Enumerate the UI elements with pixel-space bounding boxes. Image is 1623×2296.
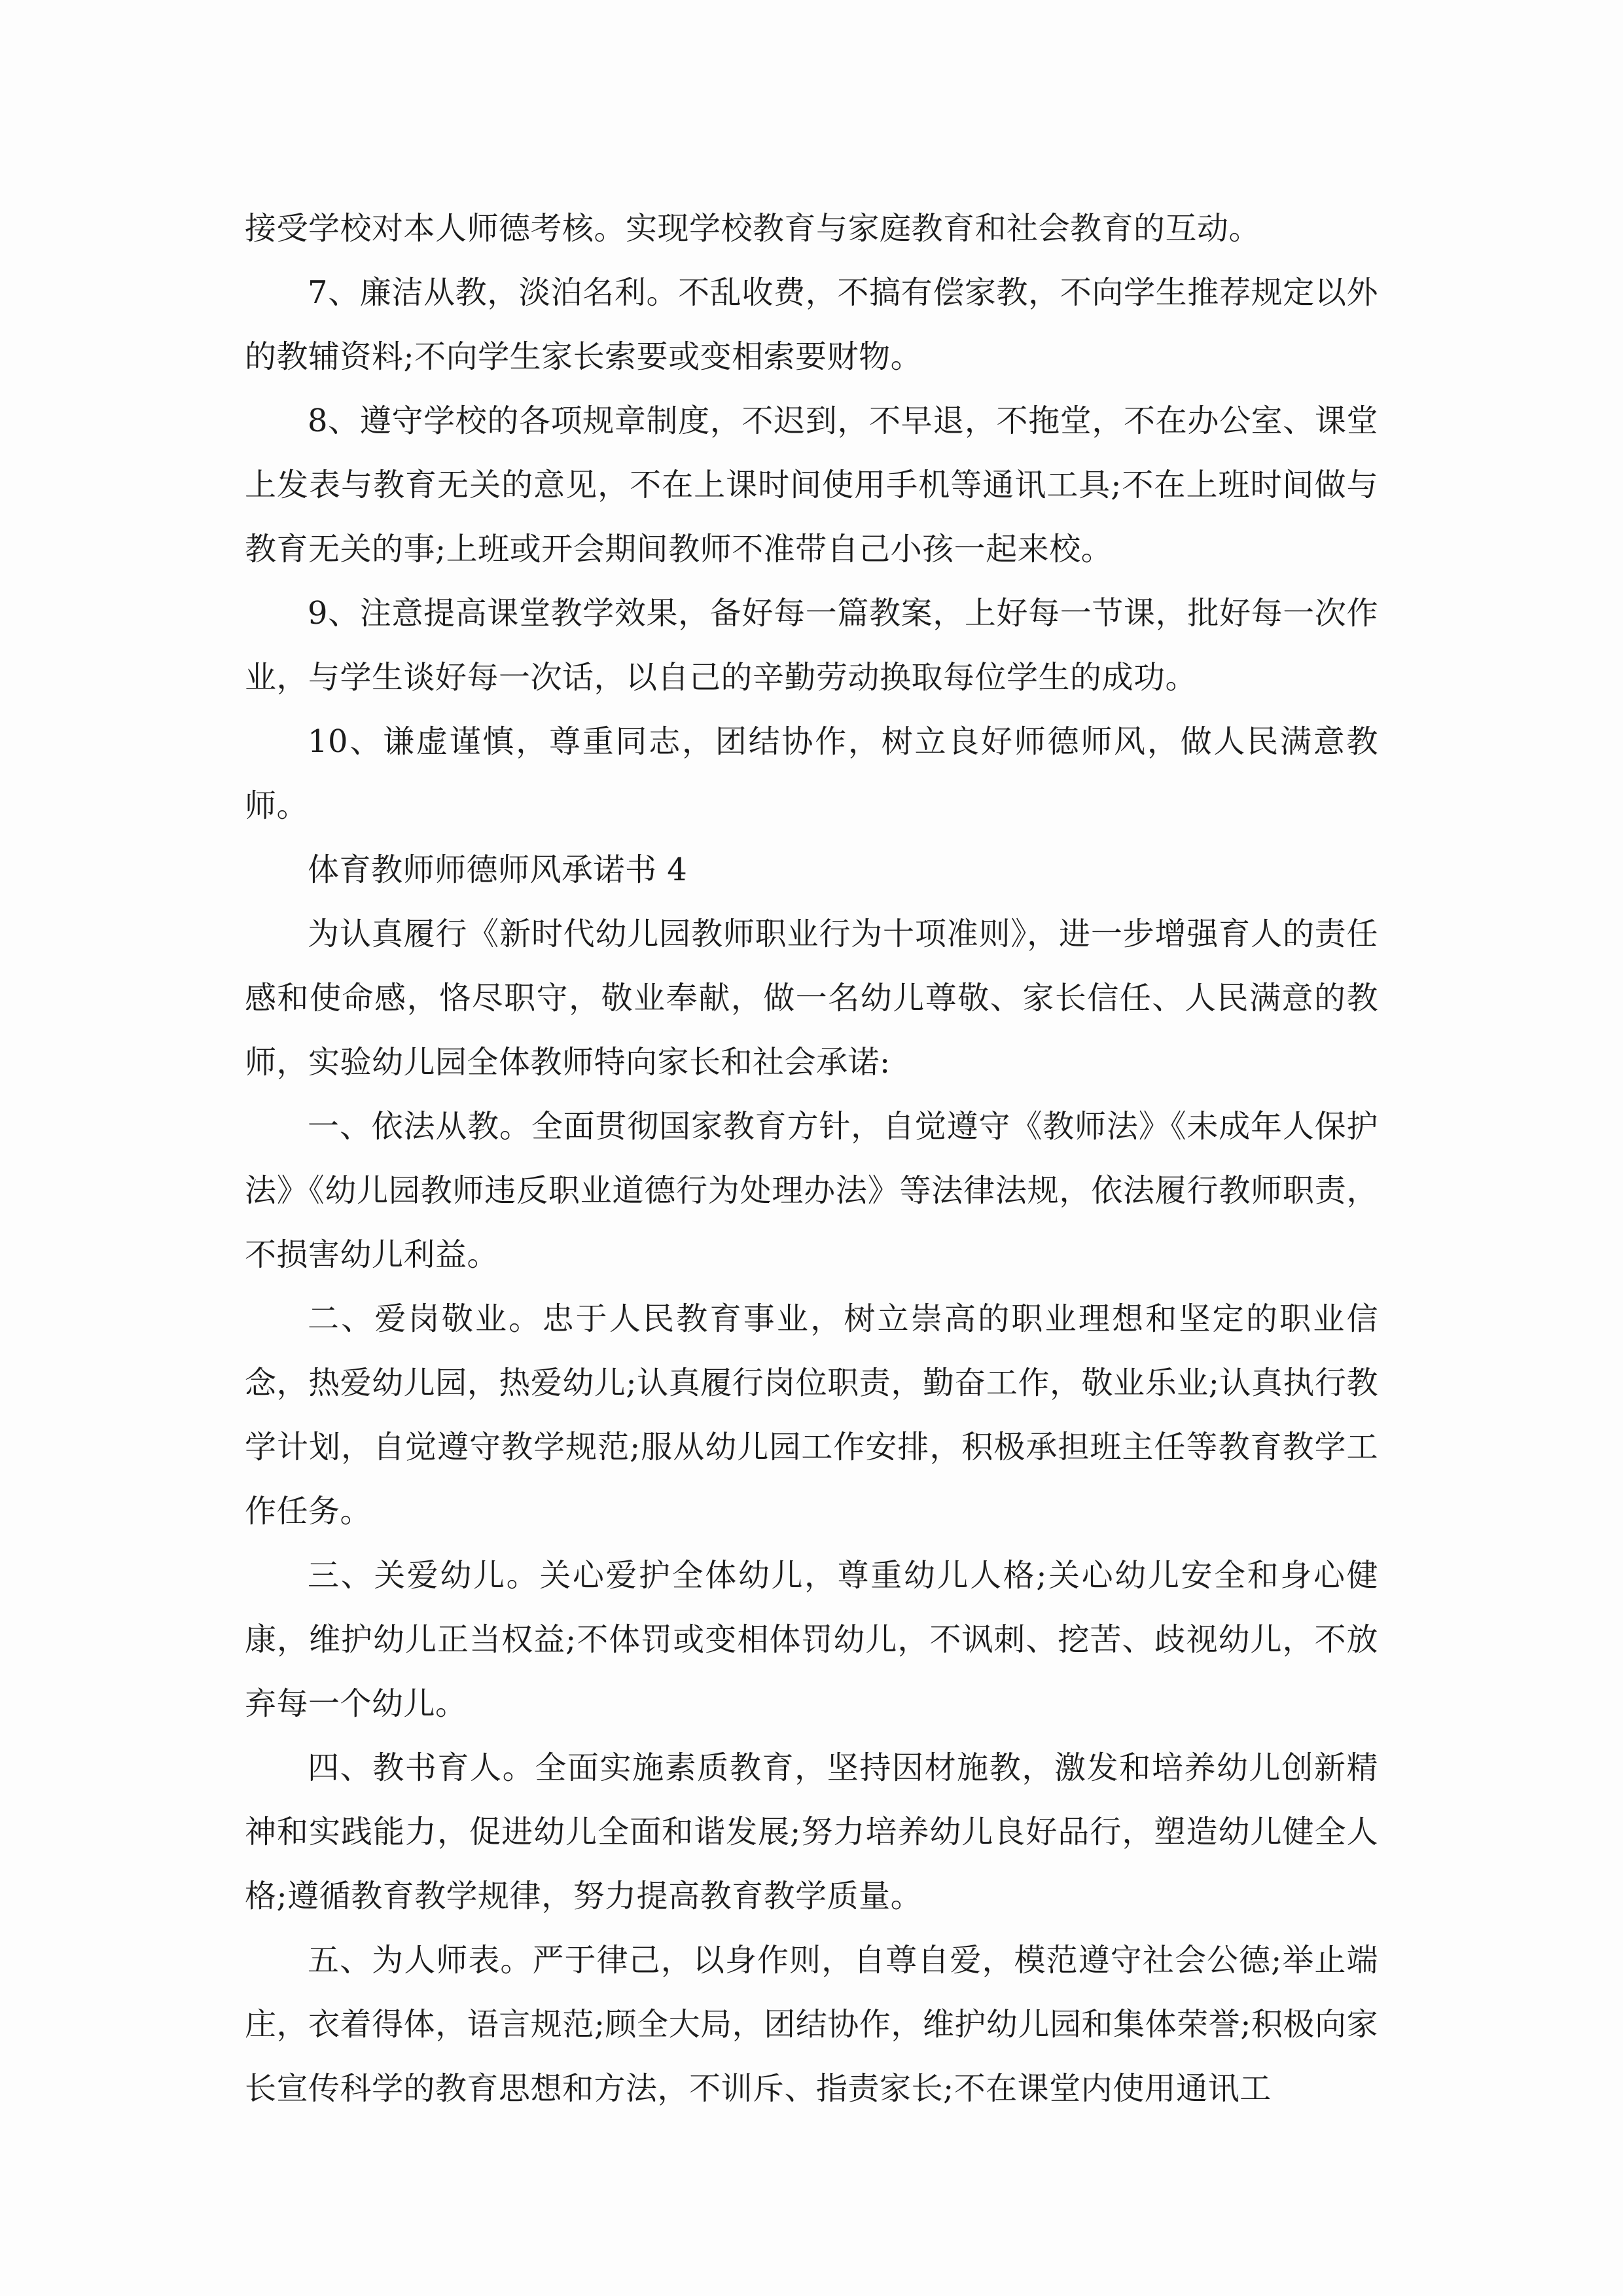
paragraph: 为认真履行《新时代幼儿园教师职业行为十项准则》，进一步增强育人的责任感和使命感，恪尽职守，敬业奉献，做一名幼儿尊敬、家长信任、人民满意的教师，实验幼儿园全体教师特向家长和社会承诺: [245, 916, 1378, 1081]
paragraph: 8、遵守学校的各项规章制度，不迟到，不早退，不拖堂，不在办公室、课堂上发表与教育无关的意见，不在上课时间使用手机等通讯工具;不在上班时间做与教育无关的事;上班或开会期间教师不准带自己小孩一起来校。 [245, 403, 1378, 567]
paragraph: 二、爱岗敬业。忠于人民教育事业，树立崇高的职业理想和坚定的职业信念，热爱幼儿园，热爱幼儿;认真履行岗位职责，勤奋工作，敬业乐业;认真执行教学计划，自觉遵守教学规范;服从幼儿园工作安排，积极承担班主任等教育教学工作任务。 [245, 1300, 1378, 1530]
paragraph: 五、为人师表。严于律己，以身作则，自尊自爱，模范遵守社会公德;举止端庄，衣着得体，语言规范;顾全大局，团结协作，维护幼儿园和集体荣誉;积极向家长宣传科学的教育思想和方法，不训斥、指责家长;不在课堂内使用通讯工 [245, 1942, 1378, 2107]
paragraph: 10、谦虚谨慎，尊重同志，团结协作，树立良好师德师风，做人民满意教师。 [245, 723, 1378, 824]
paragraph: 四、教书育人。全面实施素质教育，坚持因材施教，激发和培养幼儿创新精神和实践能力，促进幼儿全面和谐发展;努力培养幼儿良好品行，塑造幼儿健全人格;遵循教育教学规律，努力提高教育教学质量。 [245, 1749, 1378, 1914]
paragraph: 9、注意提高课堂教学效果，备好每一篇教案，上好每一节课，批好每一次作业，与学生谈好每一次话，以自己的辛勤劳动换取每位学生的成功。 [245, 595, 1378, 696]
document-body [245, 196, 1378, 2121]
paragraph: 三、关爱幼儿。关心爱护全体幼儿，尊重幼儿人格;关心幼儿安全和身心健康，维护幼儿正当权益;不体罚或变相体罚幼儿，不讽刺、挖苦、歧视幼儿，不放弃每一个幼儿。 [245, 1557, 1378, 1722]
paragraph: 一、依法从教。全面贯彻国家教育方针，自觉遵守《教师法》《未成年人保护法》《幼儿园教师违反职业道德行为处理办法》等法律法规，依法履行教师职责，不损害幼儿利益。 [245, 1108, 1378, 1273]
section-heading: 体育教师师德师风承诺书 4 [308, 852, 688, 888]
paragraph: 7、廉洁从教，淡泊名利。不乱收费，不搞有偿家教，不向学生推荐规定以外的教辅资料;不向学生家长索要或变相索要财物。 [245, 274, 1378, 375]
paragraph: 接受学校对本人师德考核。实现学校教育与家庭教育和社会教育的互动。 [245, 210, 1261, 247]
